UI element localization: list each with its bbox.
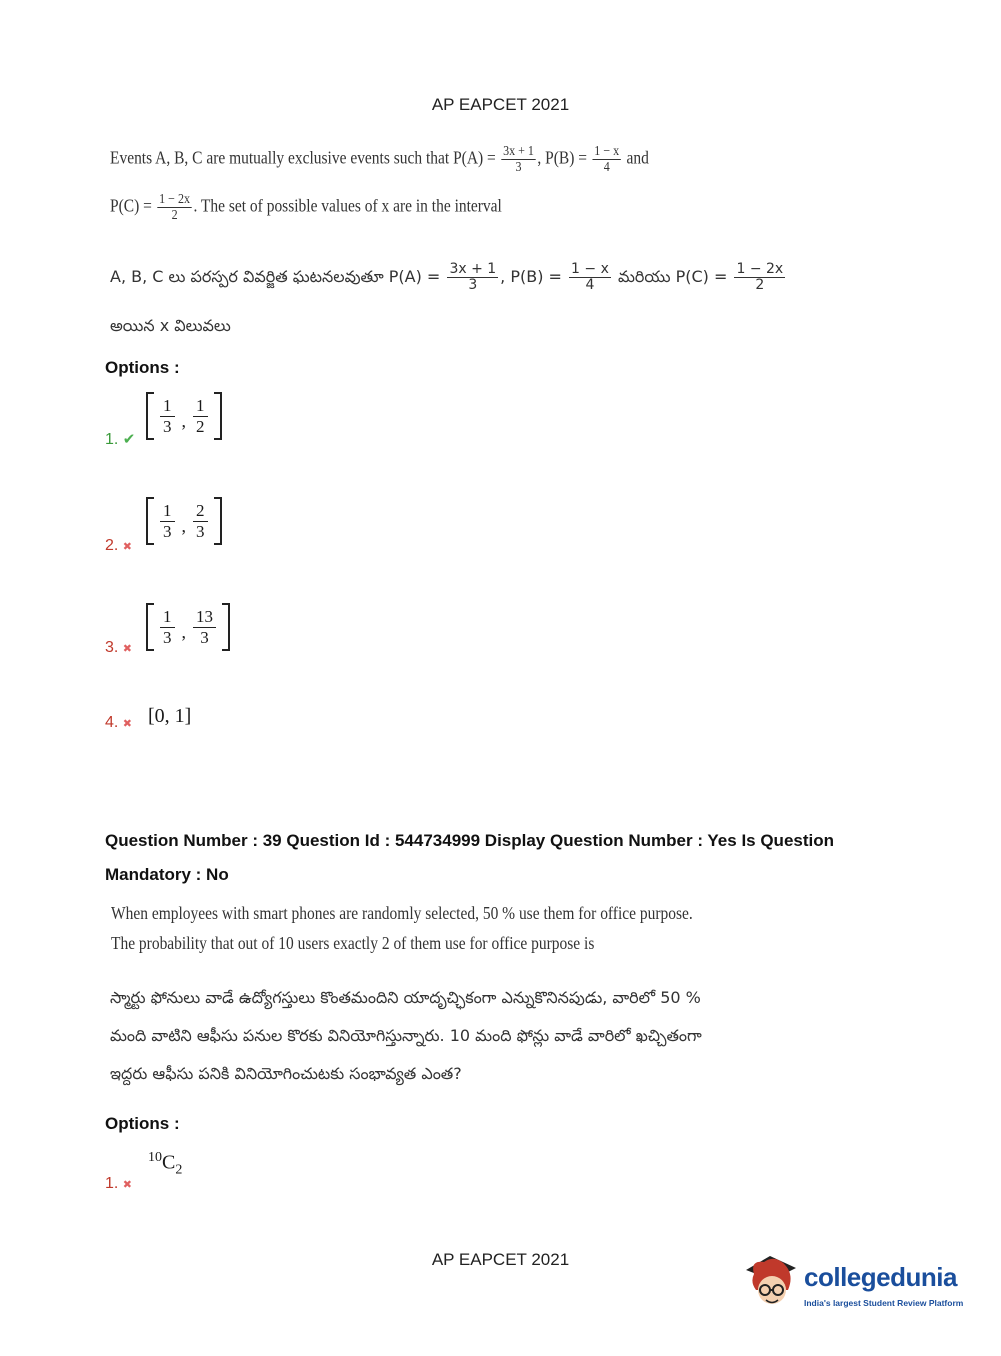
fraction: $\frac{2}{3}$ xyxy=(193,501,208,542)
combination-symbol: C xyxy=(162,1151,176,1174)
q1-english-line1: Events A, B, C are mutually exclusive events such that P(A) = $\frac{3x + 1}{3}$ , P(B) = $\frac{1 - x}{4}$ and xyxy=(110,144,649,175)
q1-options-label: Options : xyxy=(105,358,180,377)
fraction: $\frac{1}{3}$ xyxy=(160,501,175,542)
comma: , xyxy=(181,515,186,536)
q1-option-4[interactable]: [0, 1] xyxy=(148,705,192,727)
q1-option-1[interactable] xyxy=(146,392,222,440)
page-footer: AP EAPCET 2021 xyxy=(431,1250,570,1269)
page-header: AP EAPCET 2021 xyxy=(431,95,570,114)
q2-telugu-line2: మంది వాటిని ఆఫీసు పనుల కొరకు వినియోగిస్తున్నారు. 10 మంది ఫోన్లు వాడే వారిలో ఖచ్చితంగా xyxy=(110,1026,702,1045)
q2-english-line1: When employees with smart phones are randomly selected, 50 % use them for office purpose. xyxy=(111,903,693,923)
q1-pb-fraction: $\frac{1 - x}{4}$ xyxy=(594,144,620,175)
cross-icon: ✖ xyxy=(122,1179,133,1191)
comma: , xyxy=(181,410,186,431)
left-bracket xyxy=(146,392,154,440)
cross-icon: ✖ xyxy=(122,643,133,655)
q1-english-line2: P(C) = $\frac{1 - 2x}{2}$ . The set of possible values of x are in the interval xyxy=(110,192,502,223)
q1-pa-fraction: $\frac{3x + 1}{3}$ xyxy=(503,144,534,175)
q2-telugu-line3: ఇద్దరు ఆఫీసు పనికి వినియోగించుటకు సంభావ్యత ఎంత? xyxy=(110,1064,462,1083)
q2-english-line2: The probability that out of 10 users exactly 2 of them use for office purpose is xyxy=(111,933,595,953)
cross-icon: ✖ xyxy=(122,718,133,730)
q1-te-pb-fraction: $\frac{1 - x}{4}$ xyxy=(571,261,609,293)
q1-te-pa-fraction: $\frac{3x + 1}{3}$ xyxy=(449,261,497,293)
superscript: 10 xyxy=(148,1150,162,1165)
q1-option-4-number: 4. ✖ xyxy=(105,714,133,731)
q2-option-1[interactable] xyxy=(148,1150,182,1179)
q1-option-2[interactable] xyxy=(146,497,222,545)
q2-options-label: Options : xyxy=(105,1114,180,1133)
q2-meta-line1: Question Number : 39 Question Id : 544734999 Display Question Number : Yes Is Question xyxy=(105,831,835,850)
q1-telugu-line1: A, B, C లు పరస్పర వివర్జిత ఘటనలవుతూ P(A) = $\frac{3x + 1}{3}$ , P(B) = $\frac{1 - x}{4}$ మరియు P(C) = $\frac{1 - 2x}{2}$ xyxy=(110,261,784,293)
logo-tagline: India's largest Student Review Platform xyxy=(804,1298,964,1308)
check-icon: ✔ xyxy=(122,431,136,448)
right-bracket xyxy=(222,603,230,651)
fraction: $\frac{1}{2}$ xyxy=(193,396,208,437)
q2-option-1-number: 1. ✖ xyxy=(105,1175,133,1192)
fraction: $\frac{1}{3}$ xyxy=(160,396,175,437)
q1-text-a: Events A, B, C are mutually exclusive events such that P(A) = xyxy=(110,147,496,168)
q1-pc-fraction: $\frac{1 - 2x}{2}$ xyxy=(159,192,191,223)
right-bracket xyxy=(214,392,222,440)
q1-te-pc-fraction: $\frac{1 - 2x}{2}$ xyxy=(736,261,784,293)
q1-option-1-number: 1. ✔ xyxy=(105,431,136,448)
fraction: $\frac{13}{3}$ xyxy=(193,607,216,648)
q2-meta-line2: Mandatory : No xyxy=(105,865,229,884)
comma: , xyxy=(181,621,186,642)
right-bracket xyxy=(214,497,222,545)
left-bracket xyxy=(146,497,154,545)
q2-telugu-line1: స్మార్టు ఫోనులు వాడే ఉద్యోగస్తులు కొంతమందిని యాదృచ్ఛికంగా ఎన్నుకొనినపుడు, వారిలో 50 % xyxy=(110,988,701,1007)
q1-option-3-number: 3. ✖ xyxy=(105,639,133,656)
q1-option-3[interactable] xyxy=(146,603,230,651)
logo-name: collegedunia xyxy=(804,1262,957,1292)
q1-telugu-line2: అయిన x విలువలు xyxy=(110,316,231,335)
cross-icon: ✖ xyxy=(122,541,133,553)
left-bracket xyxy=(146,603,154,651)
q1-option-2-number: 2. ✖ xyxy=(105,537,133,554)
mascot-icon xyxy=(740,1250,802,1316)
fraction: $\frac{1}{3}$ xyxy=(160,607,175,648)
subscript: 2 xyxy=(175,1162,183,1178)
collegedunia-logo xyxy=(740,1250,970,1320)
